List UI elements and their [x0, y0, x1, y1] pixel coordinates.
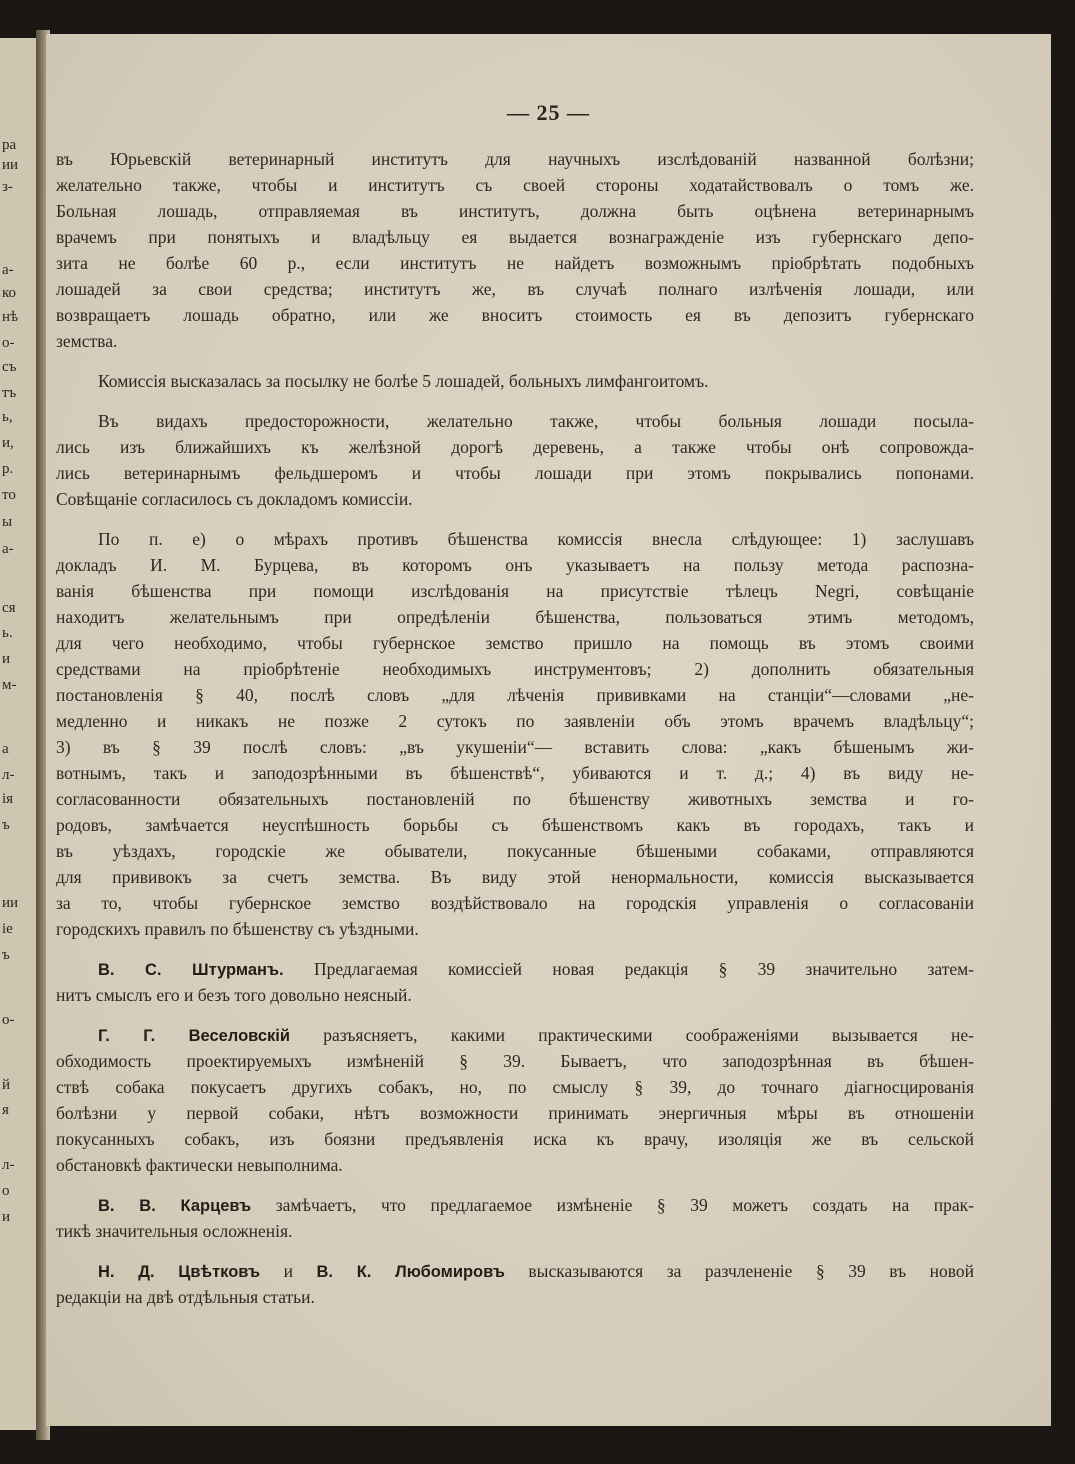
speaker-name: В. С. Штурманъ.	[98, 961, 284, 979]
left-page-fragment: ся	[2, 600, 16, 616]
text-line: для прививокъ за счетъ земства. Въ виду этой ненормальности, комиссія высказывается	[56, 867, 974, 887]
text-line: возвращаетъ лошадь обратно, или же вноситъ стоимость ея въ депозитъ губернскаго	[56, 305, 974, 325]
text-line: Предлагаемая комиссіей новая редакція § 39 значительно затем-	[313, 959, 975, 979]
text-line: Комиссія высказалась за посылку не болѣе 5 лошадей, больныхъ лимфангоитомъ.	[98, 371, 709, 391]
speaker-name: В. К. Любомировъ	[316, 1263, 505, 1281]
paragraph	[56, 408, 974, 512]
speaker-name: В. В. Карцевъ	[98, 1197, 252, 1215]
speaker-paragraph	[56, 1192, 974, 1244]
left-page-fragment: а-	[2, 541, 14, 557]
text-line: находитъ желательнымъ при опредѣленіи бѣшенства, пользоваться этимъ методомъ,	[56, 607, 974, 627]
text-line: согласованности обязательныхъ постановленій по бѣшенству животныхъ земства и го-	[56, 789, 974, 809]
left-page-fragment: ь.	[2, 625, 13, 641]
text-line: Въ видахъ предосторожности, желательно также, чтобы больныя лошади посыла-	[98, 411, 974, 431]
speaker-connector: и	[283, 1261, 293, 1281]
text-line: редакціи на двѣ отдѣльныя статьи.	[56, 1287, 315, 1307]
text-line: обстановкѣ фактически невыполнима.	[56, 1155, 343, 1175]
text-line: лись ветеринарнымъ фельдшеромъ и чтобы лошади при этомъ покрывались попонами.	[56, 463, 974, 483]
text-line: медленно и никакъ не позже 2 сутокъ по заявленіи объ этомъ врачемъ владѣльцу“;	[56, 711, 974, 731]
left-facing-page	[0, 38, 40, 1430]
text-line: земства.	[56, 331, 118, 351]
speaker-paragraph	[56, 956, 974, 1008]
text-line: 3) въ § 39 послѣ словъ: „въ укушеніи“— вставить слова: „какъ бѣшенымъ жи-	[56, 737, 974, 757]
speaker-name: Н. Д. Цвѣтковъ	[98, 1263, 261, 1281]
text-line: обходимость проектируемыхъ измѣненій § 39. Бываетъ, что заподозрѣнная въ бѣшен-	[56, 1051, 974, 1071]
left-page-fragment: и	[2, 1209, 11, 1225]
text-line: нитъ смыслъ его и безъ того довольно неясный.	[56, 985, 412, 1005]
left-page-fragment: ко	[2, 285, 17, 301]
left-page-fragment: ра	[2, 137, 17, 153]
left-page-fragment: о-	[2, 335, 15, 351]
text-line: городскихъ правилъ по бѣшенству съ уѣздными.	[56, 919, 419, 939]
text-line: за то, чтобы губернское земство воздѣйствовало на городскія управленія о согласованіи	[56, 893, 974, 913]
text-line: докладъ И. М. Бурцева, въ которомъ онъ указываетъ на пользу метода распозна-	[56, 555, 974, 575]
text-line: зита не болѣе 60 р., если институтъ не найдетъ возможнымъ пріобрѣтать подобныхъ	[56, 253, 974, 273]
left-page-fragment: о	[2, 1183, 10, 1199]
left-page-fragment: ъ	[2, 817, 10, 833]
speaker-paragraph	[56, 1258, 974, 1310]
left-page-fragment: то	[2, 487, 16, 503]
text-line: лись изъ ближайшихъ къ желѣзной дорогѣ деревень, а также чтобы онѣ сопровожда-	[56, 437, 974, 457]
speaker-name: Г. Г. Веселовскій	[98, 1027, 291, 1045]
speaker-line	[56, 956, 974, 982]
text-line: ствѣ собака покусаетъ другихъ собакъ, но, по смыслу § 39, до точнаго діагносцированія	[56, 1077, 974, 1097]
text-line: разъясняетъ, какими практическими соображеніями вызывается не-	[323, 1025, 974, 1045]
left-page-fragment: й	[2, 1077, 11, 1093]
left-page-fragment: и	[2, 651, 11, 667]
text-line: въ Юрьевскій ветеринарный институтъ для научныхъ изслѣдованій названной болѣзни;	[56, 149, 974, 169]
paragraph	[56, 368, 974, 394]
speaker-line	[56, 1192, 974, 1218]
left-page-fragment: я	[2, 1102, 9, 1118]
left-page-fragment: ь,	[2, 409, 13, 425]
left-page-fragment: ии	[2, 157, 19, 173]
left-page-fragment: ія	[2, 791, 14, 807]
text-line: постановленія § 40, послѣ словъ „для лѣченія прививками на станціи“—словами „не-	[56, 685, 974, 705]
left-page-fragment: а	[2, 741, 9, 757]
text-line: тикѣ значительныя осложненія.	[56, 1221, 293, 1241]
left-page-fragment: іе	[2, 921, 13, 937]
document-page	[46, 34, 1051, 1426]
text-line: покусанныхъ собакъ, изъ боязни предъявленія иска къ врачу, изоляція же въ сельской	[56, 1129, 974, 1149]
left-page-fragment: и,	[2, 435, 14, 451]
page-number: — 25 —	[507, 100, 590, 125]
left-page-fragment: о-	[2, 1012, 15, 1028]
text-line: лошадей за свои средства; институтъ же, въ случаѣ полнаго излѣченія лошади, или	[56, 279, 974, 299]
text-line: По п. е) о мѣрахъ противъ бѣшенства комиссія внесла слѣдующее: 1) заслушавъ	[98, 529, 974, 549]
left-page-fragment: л-	[2, 1157, 15, 1173]
text-line: въ уѣздахъ, городскіе же обыватели, покусанные бѣшеными собаками, отправляются	[56, 841, 974, 861]
left-page-fragment: съ	[2, 359, 17, 375]
left-page-fragment: л-	[2, 767, 15, 783]
text-line: родовъ, замѣчается неуспѣшность борьбы съ бѣшенствомъ какъ въ городахъ, такъ и	[56, 815, 974, 835]
text-line: средствами на пріобрѣтеніе необходимыхъ инструментовъ; 2) дополнить обязательныя	[56, 659, 974, 679]
left-page-fragment: з-	[2, 179, 13, 195]
left-page-fragment: р.	[2, 461, 14, 477]
speaker-line	[56, 1258, 974, 1284]
text-line: Совѣщаніе согласилось съ докладомъ комиссіи.	[56, 489, 413, 509]
text-line: замѣчаетъ, что предлагаемое измѣненіе § 39 можетъ создать на прак-	[275, 1195, 974, 1215]
text-line: высказываются за разчлененіе § 39 въ новой	[528, 1261, 975, 1281]
speaker-line	[56, 1022, 974, 1048]
body-text	[56, 146, 974, 1310]
text-line: Больная лошадь, отправляемая въ институтъ, должна быть оцѣнена ветеринарнымъ	[56, 201, 974, 221]
left-page-fragment: а-	[2, 262, 14, 278]
text-line: болѣзни у первой собаки, нѣтъ возможности принимать энергичныя мѣры въ отношеніи	[56, 1103, 974, 1123]
left-page-fragment: ъ	[2, 947, 10, 963]
paragraph	[56, 146, 974, 354]
text-line: вотнымъ, такъ и заподозрѣнными въ бѣшенствѣ“, убиваются и т. д.; 4) въ виду не-	[56, 763, 974, 783]
left-page-fragment: ы	[2, 514, 13, 530]
left-page-fragment: тъ	[2, 385, 17, 401]
text-line: для чего необходимо, чтобы губернское земство пришло на помощь въ этомъ своими	[56, 633, 974, 653]
text-line: врачемъ при понятыхъ и владѣльцу ея выдается вознагражденіе изъ губернскаго депо-	[56, 227, 974, 247]
left-page-fragment: ии	[2, 895, 19, 911]
paragraph	[56, 526, 974, 942]
text-line: желательно также, чтобы и институтъ съ своей стороны ходатайствовалъ о томъ же.	[56, 175, 974, 195]
left-page-fragment: м-	[2, 677, 17, 693]
speaker-paragraph	[56, 1022, 974, 1178]
left-page-fragment: нѣ	[2, 309, 19, 325]
text-line: ванія бѣшенства при помощи изслѣдованія на присутствіе тѣлецъ Negri, совѣщаніе	[56, 581, 974, 601]
